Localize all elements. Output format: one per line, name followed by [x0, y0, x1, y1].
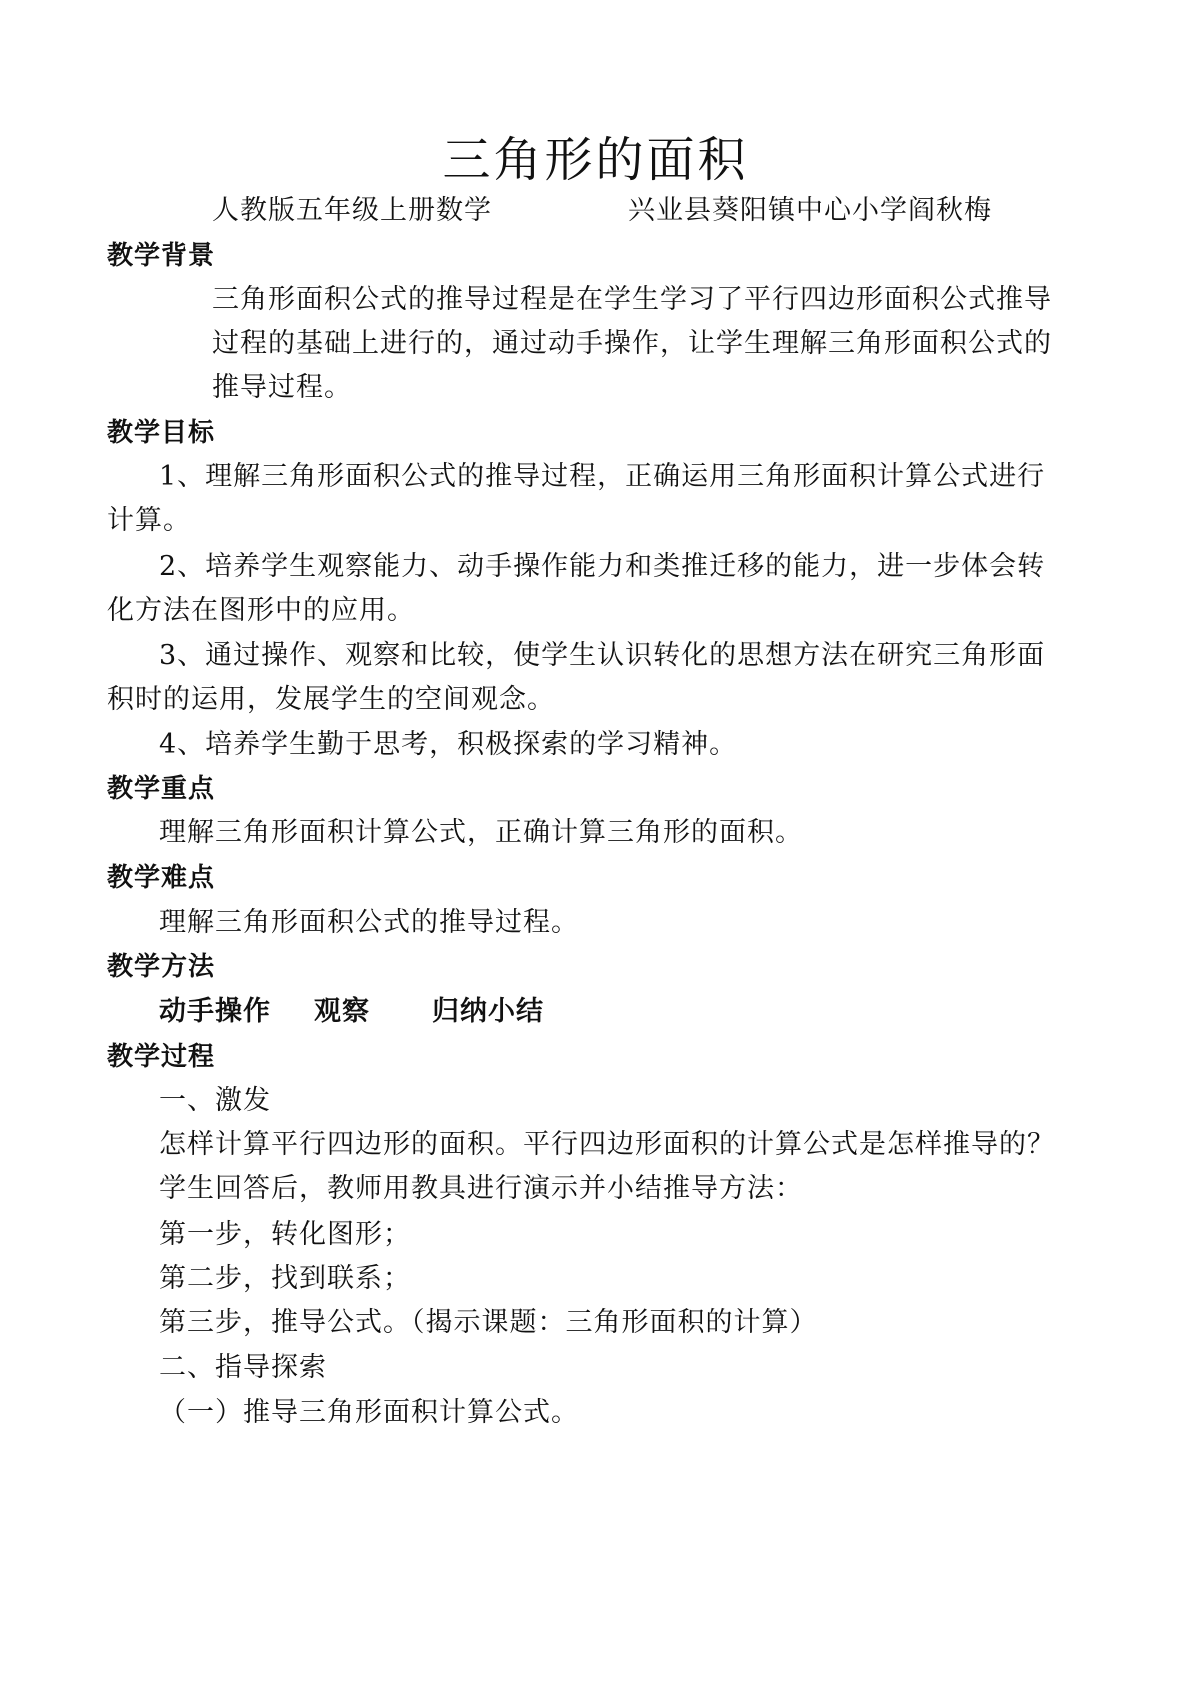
- method-item: 动手操作: [159, 996, 271, 1027]
- process-line: （一）推导三角形面积计算公式。: [159, 1397, 579, 1428]
- key-point-text: 理解三角形面积计算公式，正确计算三角形的面积。: [159, 817, 803, 848]
- section-heading-background: 教学背景: [107, 241, 216, 271]
- section-heading-key-point: 教学重点: [107, 774, 216, 804]
- author-school-label: 兴业县葵阳镇中心小学阎秋梅: [628, 195, 992, 226]
- difficulty-text: 理解三角形面积公式的推导过程。: [159, 907, 579, 938]
- method-item: 观察: [314, 996, 370, 1027]
- section-heading-methods: 教学方法: [107, 952, 216, 982]
- goal-line: 4、培养学生勤于思考，积极探索的学习精神。: [159, 729, 738, 760]
- process-line: 学生回答后，教师用教具进行演示并小结推导方法：: [159, 1173, 803, 1204]
- background-line: 过程的基础上进行的，通过动手操作，让学生理解三角形面积公式的: [212, 328, 1052, 359]
- method-item: 归纳小结: [432, 996, 544, 1027]
- goal-line: 2、培养学生观察能力、动手操作能力和类推迁移的能力，进一步体会转: [159, 551, 1046, 582]
- process-line: 一、激发: [159, 1085, 271, 1116]
- section-heading-goals: 教学目标: [107, 418, 216, 448]
- background-line: 三角形面积公式的推导过程是在学生学习了平行四边形面积公式推导: [212, 284, 1052, 315]
- section-heading-process: 教学过程: [107, 1042, 216, 1072]
- textbook-label: 人教版五年级上册数学: [212, 195, 492, 226]
- goal-line: 3、通过操作、观察和比较，使学生认识转化的思想方法在研究三角形面: [159, 640, 1046, 671]
- section-heading-difficulty: 教学难点: [107, 863, 216, 893]
- goal-line: 1、理解三角形面积公式的推导过程，正确运用三角形面积计算公式进行: [159, 461, 1046, 492]
- goal-line: 计算。: [107, 505, 191, 536]
- process-line: 第三步，推导公式。（揭示课题：三角形面积的计算）: [159, 1307, 818, 1338]
- process-line: 二、指导探索: [159, 1352, 327, 1383]
- process-line: 第二步，找到联系；: [159, 1263, 411, 1294]
- document-title: 三角形的面积: [442, 132, 749, 188]
- background-line: 推导过程。: [212, 372, 352, 403]
- process-line: 怎样计算平行四边形的面积。平行四边形面积的计算公式是怎样推导的？: [159, 1129, 1055, 1160]
- process-line: 第一步，转化图形；: [159, 1219, 411, 1250]
- goal-line: 化方法在图形中的应用。: [107, 595, 415, 626]
- goal-line: 积时的运用，发展学生的空间观念。: [107, 684, 555, 715]
